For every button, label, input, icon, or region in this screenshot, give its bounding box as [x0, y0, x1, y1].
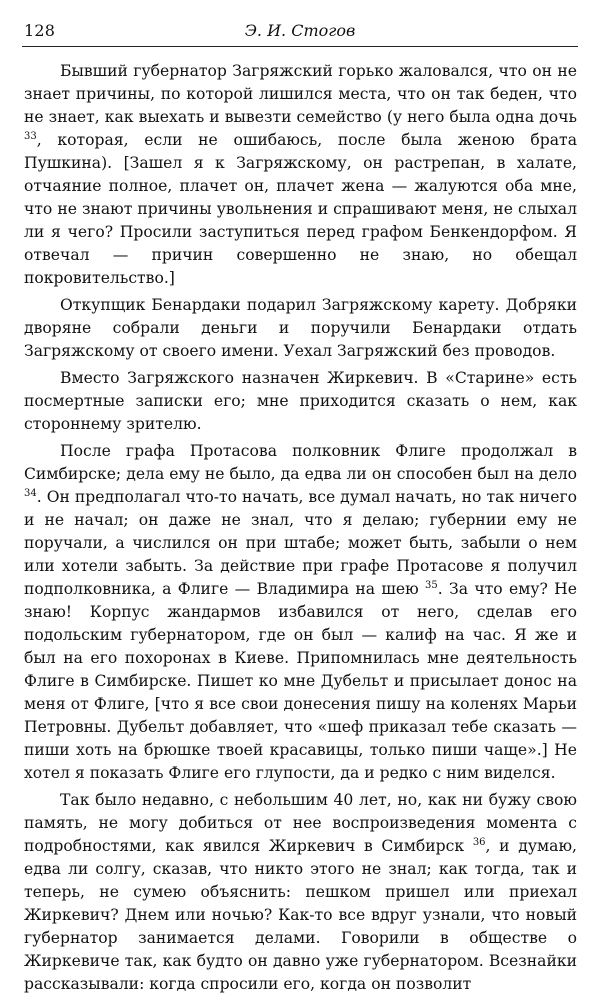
paragraph: [24, 789, 577, 996]
paragraph-text: Вместо Загряжского назначен Жиркевич. В «Старине» есть посмертные записки его; мне приходится сказать о нем, как стороннему зрителю.: [24, 369, 577, 433]
running-head-title: Э. И. Стогов: [244, 21, 356, 40]
page-number: 128: [24, 21, 56, 40]
paragraph-text: . За что ему? Не знаю! Корпус жандармов избавился от него, сделав его подольским губернатором, где он был — калиф на час. Я же и был на его похоронах в Киеве. Припомнилась мне деятельность Флиге в Симбирске. Пишет ко мне Дубельт и присылает донос на меня от Флиге, [что я все свои донесения пишу на коленях Марьи Петровны. Дубельт добавляет, что «шеф приказал тебе сказать — пиши хоть на брюшке твоей красавицы, только пиши чаще».] Не хотел я показать Флиге его глупости, да и редко с ним виделся.: [24, 580, 578, 782]
paragraph-text: . Он предполагал что-то начать, все думал начать, но так ничего и не начал; он даже не знал, что я делаю; губернии ему не поручали, а числился он при штабе; может быть, забыли о нем или хотели забыть. За действие при графе Протасове я получил подполковника, а Флиге — Владимира на шею: [24, 488, 577, 598]
paragraph-text: Бывший губернатор Загряжский горько жаловался, что он не знает причины, по которой лишился места, что он так беден, что не знает, как выехать и вывезти семейство (у него была одна дочь: [24, 62, 577, 126]
footnote-ref: 35: [424, 579, 438, 591]
paragraph: [24, 60, 577, 290]
paragraph-text: , которая, если не ошибаюсь, после была женою брата Пушкина). [Зашел я к Загряжскому, он растрепан, в халате, отчаяние полное, плачет он, плачет жена — жалуются оба мне, что не знают причины увольнения и спрашивают меня, не слыхал ли я чего? Просили заступиться перед графом Бенкендорфом. Я отвечал — причин совершенно не знаю, но обещал покровительство.]: [24, 131, 577, 287]
paragraph-text: Откупщик Бенардаки подарил Загряжскому карету. Добряки дворяне собрали деньги и поручили Бенардаки отдать Загряжскому от своего имени. Уехал Загряжский без проводов.: [24, 296, 577, 360]
paragraph: [24, 294, 577, 363]
paragraph: [24, 440, 577, 785]
paragraph-text: После графа Протасова полковник Флиге продолжал в Симбирске; дела ему не было, да едва ли он способен был на дело: [24, 442, 577, 483]
body-text: [24, 60, 577, 1000]
paragraph: [24, 367, 577, 436]
footnote-ref: 36: [472, 836, 486, 848]
paragraph-text: Так было недавно, с небольшим 40 лет, но, как ни бужу свою память, не могу добиться от нее воспроизведения момента с подробностями, как явился Жиркевич в Симбирск: [24, 791, 577, 855]
paragraph-text: , и думаю, едва ли солгу, сказав, что никто этого не знал; как тогда, так и теперь, не сумею объяснить: пешком пришел или приехал Жиркевич? Днем или ночью? Как-то все вдруг узнали, что новый губернатор занимается делами. Говорили в обществе о Жиркевиче так, как будто он давно уже губернатором. Всезнайки рассказывали: когда спросили его, когда он позволит: [24, 837, 577, 993]
footnote-ref: 34: [24, 487, 37, 499]
footnote-ref: 33: [24, 130, 37, 142]
running-head: [22, 20, 578, 47]
